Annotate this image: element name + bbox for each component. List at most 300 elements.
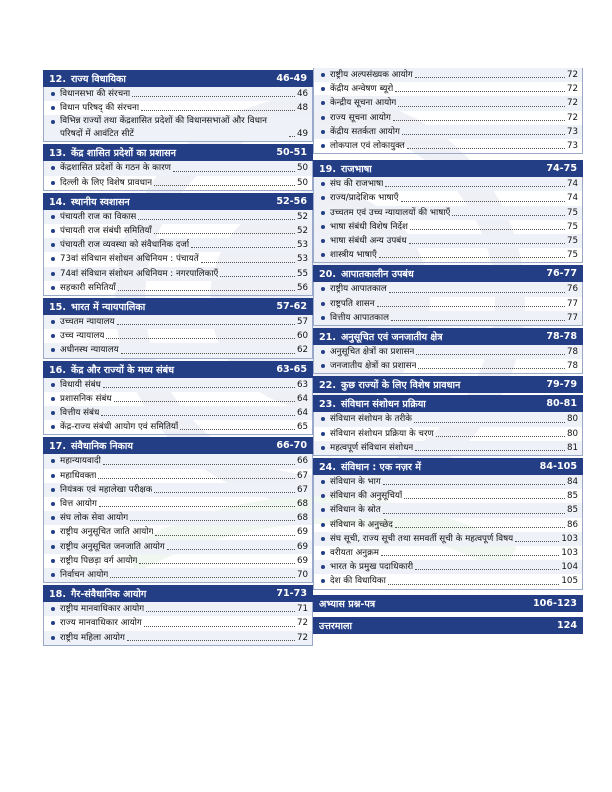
dot-leader bbox=[515, 541, 559, 542]
chapter-title bbox=[319, 267, 546, 280]
chapter-name: संविधान संशोधन प्रक्रिया bbox=[341, 399, 426, 411]
toc-entry-title: संघ की राजभाषा bbox=[330, 179, 384, 190]
dot-leader bbox=[103, 464, 295, 465]
toc-entry-page: 75 bbox=[566, 236, 578, 247]
toc-entry-title: संविधान संशोधन के तरीके bbox=[330, 414, 412, 425]
chapter-title bbox=[49, 146, 276, 159]
toc-entry[interactable] bbox=[44, 101, 312, 115]
toc-entry[interactable] bbox=[314, 206, 582, 220]
toc-entry[interactable] bbox=[314, 427, 582, 441]
toc-section bbox=[43, 70, 313, 142]
toc-entry-title: राष्ट्रीय पिछड़ा वर्ग आयोग bbox=[60, 555, 138, 566]
chapter-header[interactable] bbox=[43, 144, 313, 161]
toc-entry-title: लोकपाल एवं लोकायुक्त bbox=[330, 141, 405, 152]
chapter-header[interactable] bbox=[43, 437, 313, 454]
dot-leader bbox=[436, 436, 565, 437]
toc-entry-page: 81 bbox=[566, 442, 578, 453]
toc-entry-page: 69 bbox=[296, 541, 308, 552]
toc-entry[interactable] bbox=[314, 96, 582, 110]
toc-item-list bbox=[313, 282, 583, 326]
chapter-pages: 76-77 bbox=[546, 268, 577, 280]
chapter-header[interactable] bbox=[43, 361, 313, 378]
toc-section bbox=[43, 193, 313, 296]
toc-entry[interactable] bbox=[44, 406, 312, 420]
toc-entry-page: 78 bbox=[566, 361, 578, 372]
toc-entry-page: 72 bbox=[566, 112, 578, 123]
toc-entry-title: जनजातीय क्षेत्रों का प्रशासन bbox=[330, 361, 417, 372]
toc-entry[interactable] bbox=[44, 511, 312, 525]
dot-leader bbox=[383, 484, 565, 485]
dot-leader bbox=[415, 450, 565, 451]
dot-leader bbox=[388, 584, 560, 585]
toc-section bbox=[43, 437, 313, 583]
toc-item-list bbox=[313, 345, 583, 374]
chapter-title bbox=[319, 397, 546, 410]
toc-entry-page: 49 bbox=[296, 129, 308, 140]
toc-entry-page: 64 bbox=[296, 393, 308, 404]
toc-entry-page: 72 bbox=[566, 70, 578, 80]
chapter-name: केंद्र शासित प्रदेशों का प्रशासन bbox=[71, 148, 176, 160]
chapter-header[interactable] bbox=[43, 70, 313, 87]
chapter-header[interactable] bbox=[43, 585, 313, 602]
toc-entry-page: 50 bbox=[296, 177, 308, 188]
toc-item-list bbox=[43, 315, 313, 359]
toc-entry-page: 103 bbox=[561, 533, 578, 544]
toc-entry-title: विधानसभा की संरचना bbox=[60, 89, 131, 99]
toc-entry-page: 46 bbox=[296, 89, 308, 99]
toc-entry-page: 73 bbox=[566, 126, 578, 137]
toc-entry[interactable] bbox=[314, 441, 582, 455]
toc-section bbox=[313, 265, 583, 326]
toc-entry[interactable] bbox=[44, 343, 312, 357]
toc-entry-page: 67 bbox=[296, 470, 308, 481]
chapter-pages: 78-78 bbox=[546, 331, 577, 343]
toc-entry-title: राष्ट्रीय अनुसूचित जाति आयोग bbox=[60, 527, 154, 538]
dot-leader bbox=[383, 513, 565, 514]
chapter-header[interactable] bbox=[313, 160, 583, 177]
chapter-title bbox=[49, 587, 276, 600]
chapter-title bbox=[319, 162, 546, 175]
dot-leader bbox=[398, 106, 565, 107]
toc-entry-page: 75 bbox=[566, 250, 578, 261]
toc-entry-title: अधीनस्थ न्यायालय bbox=[60, 345, 119, 356]
toc-entry[interactable] bbox=[314, 412, 582, 426]
dot-leader bbox=[173, 171, 295, 172]
toc-entry[interactable] bbox=[44, 224, 312, 238]
chapter-title bbox=[49, 363, 276, 376]
chapter-name: भारत में न्यायपालिका bbox=[71, 302, 146, 314]
dot-leader bbox=[414, 422, 565, 423]
toc-entry-page: 53 bbox=[296, 254, 308, 265]
chapter-name: राज्य विधायिका bbox=[71, 74, 126, 85]
toc-entry[interactable] bbox=[44, 554, 312, 568]
dot-leader bbox=[395, 527, 565, 528]
right-column bbox=[313, 68, 583, 636]
chapter-number: 23. bbox=[319, 399, 336, 411]
toc-entry-title: महत्वपूर्ण संविधान संशोधन bbox=[330, 442, 414, 453]
chapter-number: 21. bbox=[319, 332, 336, 344]
toc-entry-title: वित्तीय संबंध bbox=[60, 408, 100, 419]
dot-leader bbox=[139, 563, 295, 564]
chapter-header[interactable] bbox=[313, 458, 583, 475]
toc-item-list bbox=[43, 602, 313, 646]
chapter-pages: 66-70 bbox=[276, 440, 307, 452]
dot-leader bbox=[395, 91, 565, 92]
toc-entry[interactable] bbox=[314, 475, 582, 489]
toc-entry-title: 74वां संविधान संशोधन अधिनियम : नगरपालिकाएँ bbox=[60, 268, 219, 279]
toc-entry-page: 55 bbox=[296, 268, 308, 279]
toc-entry[interactable] bbox=[44, 378, 312, 392]
toc-entry-page: 69 bbox=[296, 527, 308, 538]
toc-entry-title: केंद्रीय अन्वेषण ब्यूरो bbox=[330, 84, 394, 95]
dot-leader bbox=[418, 368, 564, 369]
dot-leader bbox=[409, 243, 565, 244]
chapter-name: केंद्र और राज्यों के मध्य संबंध bbox=[71, 364, 174, 376]
toc-entry-page: 72 bbox=[566, 98, 578, 109]
chapter-title bbox=[49, 439, 276, 452]
dot-leader bbox=[114, 401, 295, 402]
chapter-header[interactable] bbox=[313, 376, 583, 393]
toc-entry-title: देश की विधायिका bbox=[330, 576, 386, 587]
chapter-name: स्थानीय स्वशासन bbox=[71, 196, 130, 208]
toc-entry-page: 70 bbox=[296, 570, 308, 581]
chapter-pages: 84-105 bbox=[539, 461, 577, 473]
toc-entry-page: 69 bbox=[296, 555, 308, 566]
toc-entry-page: 62 bbox=[296, 345, 308, 356]
toc-entry-title: निर्वाचन आयोग bbox=[60, 570, 109, 581]
dot-leader bbox=[130, 520, 295, 521]
dot-leader bbox=[377, 306, 565, 307]
toc-entry-page: 104 bbox=[561, 562, 578, 573]
dot-leader bbox=[154, 233, 295, 234]
toc-entry[interactable] bbox=[314, 518, 582, 532]
toc-entry-title: उच्चतम एवं उच्च न्यायालयों की भाषाएँ bbox=[330, 207, 451, 218]
chapter-number: 15. bbox=[49, 302, 66, 314]
toc-entry-page: 52 bbox=[296, 211, 308, 222]
toc-entry-page: 53 bbox=[296, 240, 308, 251]
toc-section bbox=[313, 595, 583, 612]
toc-entry-title: संघ लोक सेवा आयोग bbox=[60, 513, 129, 524]
dot-leader bbox=[132, 96, 295, 97]
toc-entry-page: 72 bbox=[296, 632, 308, 643]
dot-leader bbox=[106, 338, 295, 339]
toc-entry-page: 77 bbox=[566, 312, 578, 323]
toc-entry-page: 66 bbox=[296, 456, 308, 467]
chapter-number: 17. bbox=[49, 441, 66, 453]
chapter-header[interactable] bbox=[313, 395, 583, 412]
dot-leader bbox=[103, 387, 295, 388]
toc-entry-title: भाषा संबंधी विशेष निर्देश bbox=[330, 221, 408, 232]
toc-entry-title: केंद्रशासित प्रदेशों के गठन के कारण bbox=[60, 163, 171, 174]
toc-entry-page: 68 bbox=[296, 499, 308, 510]
dot-leader bbox=[201, 262, 295, 263]
dot-leader bbox=[110, 577, 295, 578]
toc-entry[interactable] bbox=[44, 602, 312, 616]
chapter-pages: 106-123 bbox=[532, 597, 577, 609]
toc-entry[interactable] bbox=[44, 161, 312, 175]
toc-entry-title: संघ सूची, राज्य सूची तथा समवर्ती सूची के महत्वपूर्ण विषय bbox=[330, 533, 514, 544]
toc-entry[interactable] bbox=[44, 115, 312, 141]
toc-entry[interactable] bbox=[44, 616, 312, 630]
toc-section bbox=[43, 585, 313, 646]
toc-section bbox=[43, 361, 313, 436]
toc-entry-title: पंचायती राज संबंधी समितियाँ bbox=[60, 226, 152, 237]
chapter-number: 19. bbox=[319, 164, 336, 176]
toc-entry-page: 73 bbox=[566, 141, 578, 152]
toc-entry[interactable] bbox=[314, 560, 582, 574]
toc-entry[interactable] bbox=[314, 311, 582, 325]
toc-entry-title: राष्ट्रीय महिला आयोग bbox=[60, 632, 125, 643]
toc-item-list bbox=[43, 161, 313, 190]
toc-entry[interactable] bbox=[44, 267, 312, 281]
dot-leader bbox=[393, 120, 565, 121]
toc-entry-page: 86 bbox=[566, 519, 578, 530]
toc-entry-title: विधायी संबंध bbox=[60, 379, 101, 390]
chapter-pages: 80-81 bbox=[546, 398, 577, 410]
toc-entry-page: 67 bbox=[296, 484, 308, 495]
toc-entry-title: संविधान के स्रोत bbox=[330, 505, 381, 516]
toc-entry-page: 75 bbox=[566, 221, 578, 232]
chapter-pages: 57-62 bbox=[276, 301, 307, 313]
toc-entry[interactable] bbox=[314, 489, 582, 503]
toc-entry[interactable] bbox=[44, 568, 312, 582]
dot-leader bbox=[289, 136, 295, 137]
chapter-header[interactable] bbox=[313, 617, 583, 634]
chapter-title bbox=[319, 330, 546, 343]
toc-section bbox=[313, 160, 583, 263]
dot-leader bbox=[141, 110, 295, 111]
toc-entry-page: 105 bbox=[561, 576, 578, 587]
toc-entry-title: विभिन्न राज्यों तथा केंद्रशासित प्रदेशों की विधानसभाओं और विधान परिषदों में आवंटित सीटें bbox=[60, 116, 267, 140]
toc-entry-title: उच्चतम न्यायालय bbox=[60, 317, 115, 328]
toc-entry-title: शास्त्रीय भाषाएँ bbox=[330, 250, 377, 261]
chapter-pages: 46-49 bbox=[276, 73, 307, 84]
chapter-name: राजभाषा bbox=[341, 164, 372, 176]
toc-entry-page: 65 bbox=[296, 422, 308, 433]
dot-leader bbox=[381, 555, 559, 556]
toc-entry-page: 60 bbox=[296, 331, 308, 342]
toc-entry-page: 103 bbox=[561, 548, 578, 559]
chapter-title bbox=[319, 597, 533, 610]
toc-entry[interactable] bbox=[314, 82, 582, 96]
toc-entry[interactable] bbox=[44, 497, 312, 511]
chapter-title bbox=[319, 619, 557, 632]
toc-entry-page: 72 bbox=[296, 618, 308, 629]
toc-entry-title: उच्च न्यायालय bbox=[60, 331, 105, 342]
dot-leader bbox=[138, 219, 295, 220]
toc-entry[interactable] bbox=[314, 532, 582, 546]
toc-section bbox=[313, 395, 583, 456]
toc-entry-title: संविधान के भाग bbox=[330, 477, 381, 488]
dot-leader bbox=[404, 498, 565, 499]
toc-entry-page: 71 bbox=[296, 604, 308, 615]
toc-entry-title: पंचायती राज का विकास bbox=[60, 211, 137, 222]
chapter-header[interactable] bbox=[43, 193, 313, 210]
toc-entry[interactable] bbox=[44, 329, 312, 343]
toc-entry[interactable] bbox=[44, 469, 312, 483]
toc-entry[interactable] bbox=[44, 281, 312, 295]
toc-entry[interactable] bbox=[314, 546, 582, 560]
toc-section bbox=[313, 617, 583, 634]
dot-leader bbox=[101, 415, 295, 416]
toc-entry[interactable] bbox=[44, 420, 312, 434]
toc-entry-title: महाधिवक्ता bbox=[60, 470, 97, 481]
toc-item-list bbox=[43, 378, 313, 436]
chapter-title bbox=[49, 195, 276, 208]
dot-leader bbox=[379, 257, 565, 258]
chapter-name: उत्तरमाला bbox=[319, 620, 353, 632]
toc-entry[interactable] bbox=[314, 177, 582, 191]
toc-entry[interactable] bbox=[314, 359, 582, 373]
toc-entry-title: संविधान के अनुच्छेद bbox=[330, 519, 393, 530]
dot-leader bbox=[154, 185, 295, 186]
toc-item-list bbox=[43, 210, 313, 296]
dot-leader bbox=[144, 626, 295, 627]
toc-item-list bbox=[313, 412, 583, 456]
toc-entry-title: पंचायती राज व्यवस्था को संवैधानिक दर्जा bbox=[60, 240, 190, 251]
dot-leader bbox=[127, 640, 295, 641]
chapter-name: संवैधानिक निकाय bbox=[71, 441, 133, 453]
toc-entry-page: 78 bbox=[566, 347, 578, 358]
toc-entry[interactable] bbox=[314, 282, 582, 296]
chapter-number: 24. bbox=[319, 462, 336, 474]
toc-entry[interactable] bbox=[44, 176, 312, 190]
chapter-title bbox=[319, 378, 546, 391]
toc-entry-title: वित्तीय आपातकाल bbox=[330, 312, 389, 323]
toc-entry-title: वित्त आयोग bbox=[60, 499, 97, 510]
toc-entry[interactable] bbox=[44, 252, 312, 266]
chapter-header[interactable] bbox=[313, 328, 583, 345]
toc-entry[interactable] bbox=[44, 540, 312, 554]
dot-leader bbox=[180, 429, 295, 430]
dot-leader bbox=[99, 506, 295, 507]
chapter-name: अभ्यास प्रश्न-पत्र bbox=[319, 598, 376, 610]
chapter-pages: 50-51 bbox=[276, 147, 307, 159]
dot-leader bbox=[154, 492, 294, 493]
toc-entry[interactable] bbox=[314, 503, 582, 517]
toc-item-list bbox=[43, 87, 313, 142]
dot-leader bbox=[415, 569, 559, 570]
toc-section bbox=[313, 376, 583, 393]
toc-entry[interactable] bbox=[314, 68, 582, 82]
dot-leader bbox=[98, 478, 295, 479]
toc-entry-title: प्रशासनिक संबंध bbox=[60, 393, 112, 404]
toc-entry[interactable] bbox=[314, 191, 582, 205]
dot-leader bbox=[191, 247, 295, 248]
toc-entry-page: 74 bbox=[566, 179, 578, 190]
toc-entry[interactable] bbox=[44, 631, 312, 645]
toc-entry[interactable] bbox=[44, 315, 312, 329]
toc-entry[interactable] bbox=[44, 392, 312, 406]
toc-item-list bbox=[313, 68, 583, 154]
toc-entry-title: दिल्ली के लिए विशेष प्रावधान bbox=[60, 177, 153, 188]
toc-entry[interactable] bbox=[314, 574, 582, 588]
toc-entry-page: 84 bbox=[566, 477, 578, 488]
chapter-header[interactable] bbox=[313, 595, 583, 612]
dot-leader bbox=[146, 611, 295, 612]
dot-leader bbox=[167, 549, 295, 550]
toc-entry-page: 80 bbox=[566, 414, 578, 425]
toc-entry[interactable] bbox=[44, 238, 312, 252]
toc-entry-title: केंद्र-राज्य संबंधी आयोग एवं समितियाँ bbox=[60, 422, 179, 433]
chapter-title bbox=[49, 72, 276, 85]
toc-entry[interactable] bbox=[44, 454, 312, 468]
toc-entry[interactable] bbox=[314, 111, 582, 125]
toc-entry-title: अनुसूचित क्षेत्रों का प्रशासन bbox=[330, 347, 415, 358]
toc-entry[interactable] bbox=[314, 248, 582, 262]
toc-entry-title: राष्ट्रीय अनुसूचित जनजाति आयोग bbox=[60, 541, 165, 552]
toc-entry-page: 85 bbox=[566, 491, 578, 502]
toc-entry[interactable] bbox=[314, 234, 582, 248]
toc-entry-page: 64 bbox=[296, 408, 308, 419]
toc-entry-title: केन्द्रीय सूचना आयोग bbox=[330, 98, 397, 109]
chapter-header[interactable] bbox=[313, 265, 583, 282]
chapter-pages: 124 bbox=[556, 619, 577, 631]
toc-entry[interactable] bbox=[314, 125, 582, 139]
toc-entry-page: 68 bbox=[296, 513, 308, 524]
toc-entry-page: 72 bbox=[566, 84, 578, 95]
toc-entry-title: नियंत्रक एवं महालेखा परीक्षक bbox=[60, 484, 153, 495]
toc-entry[interactable] bbox=[44, 87, 312, 101]
toc-entry-title: राष्ट्रीय अल्पसंख्यक आयोग bbox=[330, 70, 413, 80]
toc-entry-title: महान्यायवादी bbox=[60, 456, 101, 467]
chapter-title bbox=[319, 460, 540, 473]
chapter-pages: 52-56 bbox=[276, 195, 307, 207]
chapter-name: अनुसूचित एवं जनजातीय क्षेत्र bbox=[341, 332, 443, 344]
toc-entry-title: केंद्रीय सतर्कता आयोग bbox=[330, 126, 400, 137]
toc-entry-page: 56 bbox=[296, 282, 308, 293]
toc-entry-title: संविधान संशोधन प्रक्रिया के चरण bbox=[330, 428, 434, 439]
toc-entry[interactable] bbox=[314, 220, 582, 234]
dot-leader bbox=[415, 77, 565, 78]
toc-entry-page: 63 bbox=[296, 379, 308, 390]
toc-entry-title: भाषा संबंधी अन्य उपबंध bbox=[330, 236, 407, 247]
toc-entry-page: 77 bbox=[566, 298, 578, 309]
toc-entry-page: 75 bbox=[566, 207, 578, 218]
chapter-name: कुछ राज्यों के लिए विशेष प्रावधान bbox=[341, 380, 461, 392]
dot-leader bbox=[220, 276, 295, 277]
toc-entry-title: वरीयता अनुक्रम bbox=[330, 548, 379, 559]
toc-section bbox=[313, 328, 583, 374]
chapter-number: 20. bbox=[319, 269, 336, 281]
toc-entry-page: 76 bbox=[566, 284, 578, 295]
toc-entry[interactable] bbox=[314, 345, 582, 359]
chapter-number: 13. bbox=[49, 148, 66, 160]
chapter-number: 18. bbox=[49, 589, 66, 601]
toc-entry-title: राष्ट्रीय मानवाधिकार आयोग bbox=[60, 604, 145, 615]
toc-entry[interactable] bbox=[44, 210, 312, 224]
chapter-name: गैर-संवैधानिक आयोग bbox=[71, 589, 147, 601]
chapter-number: 22. bbox=[319, 380, 336, 392]
chapter-header[interactable] bbox=[43, 298, 313, 315]
dot-leader bbox=[410, 229, 565, 230]
dot-leader bbox=[391, 320, 565, 321]
toc-item-list bbox=[43, 454, 313, 583]
chapter-number: 14. bbox=[49, 196, 66, 208]
toc-entry[interactable] bbox=[314, 297, 582, 311]
toc-item-list bbox=[313, 177, 583, 263]
toc-entry[interactable] bbox=[44, 483, 312, 497]
dot-leader bbox=[117, 324, 295, 325]
toc-entry-page: 74 bbox=[566, 193, 578, 204]
dot-leader bbox=[389, 292, 565, 293]
dot-leader bbox=[121, 353, 295, 354]
toc-entry[interactable] bbox=[314, 139, 582, 153]
toc-entry[interactable] bbox=[44, 525, 312, 539]
toc-entry-title: राज्य/प्रादेशिक भाषाएँ bbox=[330, 193, 399, 204]
toc-entry-page: 52 bbox=[296, 226, 308, 237]
toc-entry-page: 57 bbox=[296, 317, 308, 328]
